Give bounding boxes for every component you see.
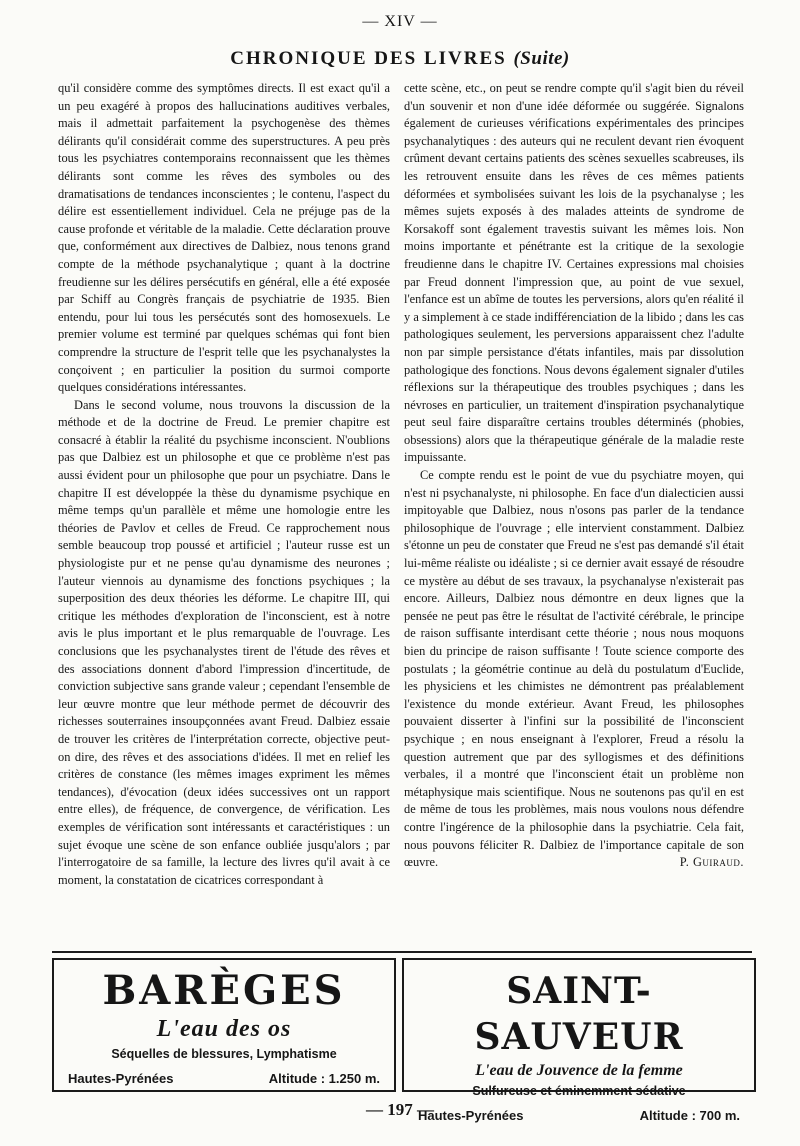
ad-saint-sauveur-slogan: L'eau de Jouvence de la femme bbox=[475, 1062, 683, 1079]
ad-bareges-footer bbox=[54, 1071, 394, 1086]
ad-saint-sauveur-subtitle: Sulfureuse et éminemment sédative bbox=[472, 1084, 686, 1098]
ad-bareges-slogan: L'eau des os bbox=[156, 1016, 292, 1042]
ad-saint-sauveur-region: Hautes-Pyrénées bbox=[418, 1108, 524, 1123]
ad-saint-sauveur bbox=[402, 958, 756, 1123]
left-column bbox=[58, 80, 390, 950]
left-paragraph-1: qu'il considère comme des symptômes directs. Il est exact qu'il a un peu exagéré à propos des hallucinations auditives verbales, mais il admettait parfaitement la psychogenèse des thèmes délirants qu'il considérait comme des superstructures. A peu près tous les psychiatres contemporains reconnaissent que les thèmes délirants sont comme les rêves des symboles ou des dramatisations de tendances inconscientes ; le contenu, l'aspect du délire est essentiellement individuel. Cela ne préjuge pas de la cause profonde et véritable de la maladie. Cette déclaration prouve que, conformément aux directives de Dalbiez, nous tenons grand compte de la méthode psychanalytique ; quant à la doctrine freudienne sur les délires persécutifs en général, elle a été exposée par Schiff au Congrès français de psychiatrie de 1935. Bien entendu, pour lui tous les persécutés sont des homosexuels. Le premier volume est terminé par quelques schémas qui font bien comprendre la structure de l'esprit telle que les psychanalystes la conçoivent ; en particulier la position du surmoi comporte quelques considérations intéressantes. bbox=[58, 81, 390, 395]
ad-bareges bbox=[52, 958, 396, 1092]
author-signature: P. Guiraud. bbox=[679, 855, 744, 870]
right-column bbox=[404, 80, 744, 950]
ad-bareges-title: BARÈGES bbox=[102, 967, 346, 1014]
header-title: CHRONIQUE DES LIVRES bbox=[230, 48, 507, 69]
separator-rule bbox=[52, 951, 752, 953]
right-paragraph-2 bbox=[404, 467, 744, 872]
page-number: — 197 — bbox=[366, 1100, 434, 1119]
page-header bbox=[0, 48, 800, 70]
header-suite: (Suite) bbox=[513, 48, 570, 69]
roman-page-number: — XIV — bbox=[362, 13, 438, 30]
ad-bareges-region: Hautes-Pyrénées bbox=[68, 1071, 174, 1086]
ad-bareges-altitude: Altitude : 1.250 m. bbox=[268, 1071, 380, 1086]
ad-saint-sauveur-title: SAINT-SAUVEUR bbox=[474, 970, 684, 1058]
ad-saint-sauveur-altitude: Altitude : 700 m. bbox=[639, 1108, 740, 1123]
right-paragraph-2-text: Ce compte rendu est le point de vue du psychiatre moyen, qui n'est ni psychanalyste, ni philosophe. En face d'un dialecticien aussi impitoyable que Dalbiez, nous n'osons pas parler de la tendance philosophique de l'ouvrage ; elle intervient constamment. Dalbiez s'étonne un peu de constater que Freud ne s'est pas demandé s'il était lui-même réaliste ou idéaliste ; si ce dernier avait essayé de résoudre ce mystère au début de ses travaux, la psychanalyse n'existerait pas encore. Ailleurs, Dalbiez nous démontre en deux lignes que la pensée ne peut pas être le résultat de l'activité cérébrale, le principe de raison suffisante interdisant cette théorie ; nous nous moquons bien du principe de raison suffisante ! Toute science comporte des postulats ; la géométrie continue au delà du postulatum d'Euclide, les physiciens et les chimistes ne démontrent pas préalablement l'existence du monde extérieur. Avant Freud, les philosophes pouvaient disserter à l'infini sur la possibilité de l'inconscient psychique ; en nous enseignant à l'explorer, Freud a résolu la question autrement que par des syllogismes et des définitions verbales, il a montré que l'inconscient était un problème non métaphysique mais scientifique. Nous ne soutenons pas qu'il en est de même de tous les problèmes, mais nous voulons nous défendre contre l'ingérence de la philosophie dans la psychiatrie. Cela fait, nous pouvons féliciter R. Dalbiez de l'importance capitale de son œuvre. bbox=[404, 468, 744, 870]
left-paragraph-2: Dans le second volume, nous trouvons la discussion de la méthode et de la doctrine de Freud. Le premier chapitre est consacré à établir la réalité du psychisme inconscient. N'oublions pas que Dalbiez est un philosophe et que ce problème n'est pas aussi évident pour un philosophe que pour un psychiatre. Dans le chapitre II est développée la thèse du dynamisme psychique en même temps qu'un parallèle et même une homologie entre les théories de Pavlov et celles de Freud. Ce rapprochement nous semble beaucoup trop poussé et artificiel ; l'auteur russe est un physiologiste pur et ne pense qu'au dynamisme des neurones ; l'auteur viennois au dynamisme des fonctions psychiques ; la superposition des deux théories les déforme. Le chapitre III, qui critique les méthodes d'exploration de l'inconscient, est à notre avis le plus important et le plus remarquable de l'ouvrage. Les conclusions que les psychanalystes tirent de l'étude des rêves et des associations donnent d'abord l'impression d'incertitude, de conviction subjective sans grande valeur ; cependant l'ensemble de leur œuvre montre que leur méthode permet de découvrir des richesses souterraines insoupçonnées avant Freud. Dalbiez essaie de trouver les critères de l'interprétation correcte, objective peut-on dire, des rêves et des associations d'idées. Il met en relief les critères de constance (les mêmes images expriment les mêmes tendances), d'évocation (deux idées successives ont un rapport entre elles), de fréquence, de convergence, de vérification. Les exemples de vérification sont intéressants et caractéristiques : un sujet évoque une scène de son enfance oubliée jusqu'alors ; par l'interrogatoire de sa famille, la lecture des livres qu'il avait à ce moment, la constatation de cicatrices correspondant à bbox=[58, 397, 390, 887]
right-paragraph-1: cette scène, etc., on peut se rendre compte qu'il s'agit bien du réveil d'un souvenir et non d'une idée déformée ou suggérée. Signalons également de curieuses vérifications expérimentales des principes psychanalytiques : des auteurs qui ne reculent devant rien évoquent crûment devant certains patients des scènes sexuelles scabreuses, ils les retrouvent ensuite dans les rêves de ces mêmes patients déformées et symbolisées suivant les lois de la psychanalyse ; les mêmes sujets exposés à des malades atteints de syndrome de Korsakoff sont également travestis suivant les mêmes lois. Non moins importante et pénétrante est la critique de la sexologie freudienne dans le chapitre IV. Certaines expressions mal choisies par Freud donnent l'impression que, au point de vue sexuel, l'enfance est un abîme de toutes les perversions, alors qu'en réalité il y a simplement à ce stade indifférenciation de la libido ; dans les cas pathologiques seulement, les perversions apparaissent chez l'adulte non par simple persistance d'états infantiles, mais par dissolution pathologique des fonctions. Nous devons également signaler d'utiles réflexions sur la thérapeutique des troubles psychiques ; dans les névroses en particulier, un traitement d'inspiration psychanalytique peut seul faire disparaître certains troubles déterminés (phobies, obsessions) alors que la thérapeutique générale de la maladie reste impuissante. bbox=[404, 81, 744, 465]
ad-bareges-subtitle: Séquelles de blessures, Lymphatisme bbox=[111, 1047, 337, 1061]
